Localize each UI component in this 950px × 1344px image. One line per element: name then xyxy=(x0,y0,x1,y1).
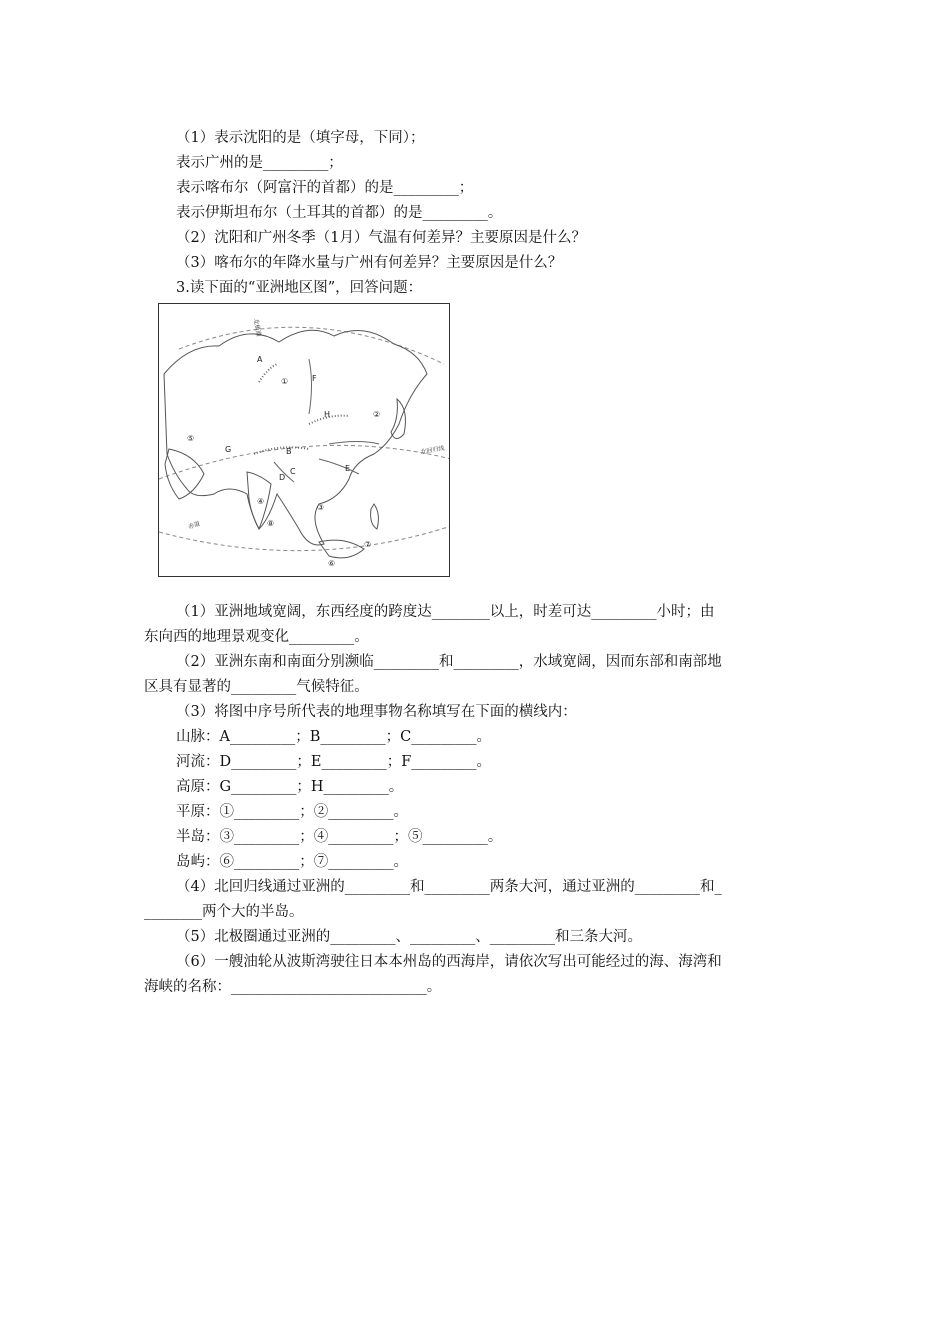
q1-guangzhou: 表示广州的是_________； xyxy=(176,155,343,171)
asia-map-drawing xyxy=(159,304,450,577)
map-label-g: G xyxy=(225,445,232,454)
question3-title: 3.读下面的“亚洲地区图”，回答问题： xyxy=(176,280,423,296)
islands-row: 岛屿：⑥_________；⑦_________。 xyxy=(176,854,408,870)
q3: （3）喀布尔的年降水量与广州有何差异？主要原因是什么？ xyxy=(176,255,563,271)
map-label-1: ① xyxy=(281,377,289,386)
q1-head: （1）表示沈阳的是（填字母，下同）； xyxy=(176,130,425,146)
mountain-range-a xyxy=(259,364,277,382)
map-label-f: F xyxy=(312,374,317,383)
map-label-5: ⑤ xyxy=(187,434,195,443)
mountains-row: 山脉：A_________；B_________；C_________。 xyxy=(176,729,491,745)
p1-line2: 东向西的地理景观变化_________。 xyxy=(144,629,369,645)
tropic-label: 北回归线 xyxy=(420,444,445,456)
p5: （5）北极圈通过亚洲的_________、_________、_________和三条大河。 xyxy=(176,929,642,945)
peninsulas-row: 半岛：③_________；④_________；⑤_________。 xyxy=(176,829,503,845)
map-label-e: E xyxy=(345,464,351,473)
philippines-outline xyxy=(371,504,379,529)
map-label-3: ③ xyxy=(317,503,325,512)
p6-line2: 海峡的名称：___________________________。 xyxy=(144,979,442,995)
p4-line2: ________两个大的半岛。 xyxy=(144,904,304,920)
map-label-d: D xyxy=(279,473,286,482)
q1-istanbul: 表示伊斯坦布尔（土耳其的首都）的是_________。 xyxy=(176,205,503,221)
continent-outline xyxy=(164,330,427,545)
map-label-h: H xyxy=(324,410,331,419)
tropic-line xyxy=(159,445,450,479)
map-label-4: ④ xyxy=(257,497,265,506)
p4-line1: （4）北回归线通过亚洲的_________和_________两条大河，通过亚洲的_________和_ xyxy=(176,879,722,895)
map-label-7: ⑦ xyxy=(364,540,372,549)
p1-line1: （1）亚洲地域宽阔，东西经度的跨度达________以上，时差可达_________小时；由 xyxy=(176,604,715,620)
asia-map xyxy=(158,303,450,577)
p3-head: （3）将图中序号所代表的地理事物名称填写在下面的横线内： xyxy=(176,704,577,720)
map-label-2: ② xyxy=(373,410,381,419)
river-f xyxy=(309,359,312,414)
rivers-row: 河流：D_________；E_________；F_________。 xyxy=(176,754,492,770)
japan-outline xyxy=(391,399,405,439)
river-east xyxy=(329,442,379,445)
map-label-b: B xyxy=(286,447,292,456)
q2: （2）沈阳和广州冬季（1月）气温有何差异？主要原因是什么？ xyxy=(176,230,586,246)
p6-line1: （6）一艘油轮从波斯湾驶往日本本州岛的西海岸，请依次写出可能经过的海、海湾和 xyxy=(176,954,722,970)
arctic-circle-label: 北极圈 xyxy=(252,318,263,338)
map-label-c: C xyxy=(290,467,296,476)
p2-line2: 区具有显著的_________气候特征。 xyxy=(144,679,369,695)
river-e xyxy=(319,459,359,474)
equator-label: 赤道 xyxy=(187,520,201,531)
mountain-range-b xyxy=(254,447,309,454)
map-label-8: ⑧ xyxy=(267,519,275,528)
map-label-a: A xyxy=(257,355,263,364)
p2-line1: （2）亚洲东南和南面分别濒临_________和_________，水域宽阔，因而东部和南部地 xyxy=(176,654,722,670)
arabia-outline xyxy=(165,449,204,499)
plains-row: 平原：①_________；②_________。 xyxy=(176,804,408,820)
map-label-6: ⑥ xyxy=(328,559,336,568)
plateaus-row: 高原：G_________；H_________。 xyxy=(176,779,404,795)
q1-kabul: 表示喀布尔（阿富汗的首都）的是_________； xyxy=(176,180,474,196)
